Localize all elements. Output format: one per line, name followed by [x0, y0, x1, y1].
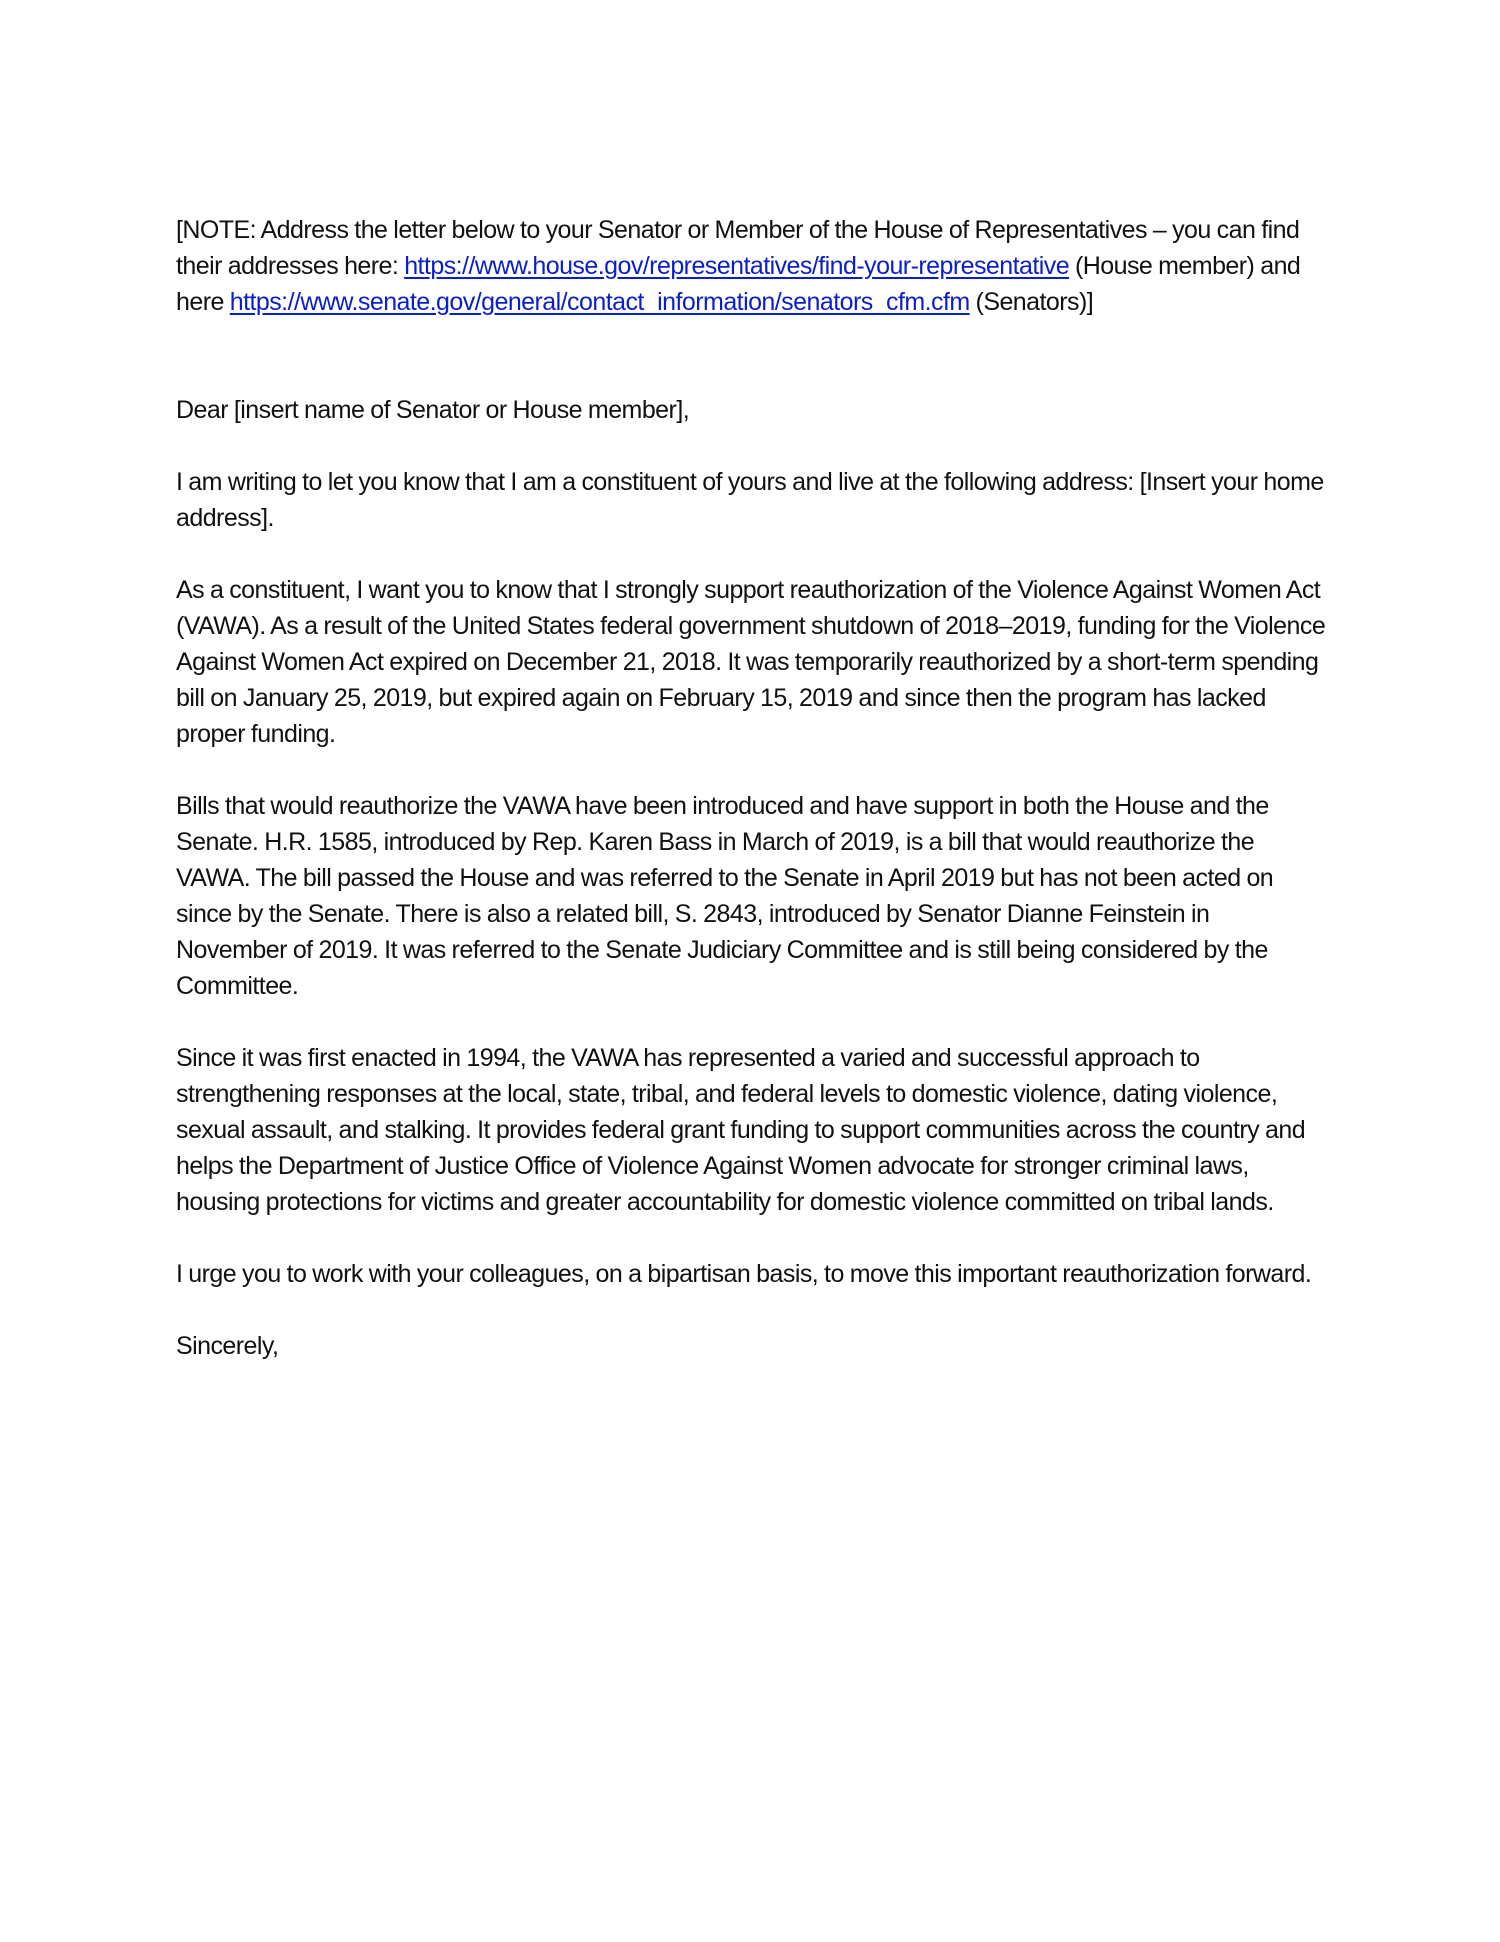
- note-senate-suffix: (Senators)]: [969, 288, 1094, 316]
- note-house-suffix: (House member) and here: [176, 252, 1301, 316]
- paragraph-support-reauthorization: As a constituent, I want you to know that I strongly support reauthorization of the Violence Against Women Act (VAWA). As a result of the United States federal government shutdown of 2018–2019, funding for the Violence Against Women Act expired on December 21, 2018. It was temporarily reauthorized by a short-term spending bill on January 25, 2019, but expired again on February 15, 2019 and since then the program has lacked proper funding.: [176, 576, 1326, 748]
- letter-page: [176, 212, 1326, 1400]
- paragraph-vawa-history: Since it was first enacted in 1994, the VAWA has represented a varied and successful approach to strengthening responses at the local, state, tribal, and federal levels to domestic violence, dating violence, sexual assault, and stalking. It provides federal grant funding to support communities across the country and helps the Department of Justice Office of Violence Against Women advocate for stronger criminal laws, housing protections for victims and greater accountability for domestic violence committed on tribal lands.: [176, 1044, 1306, 1216]
- closing: Sincerely,: [176, 1332, 279, 1360]
- house-find-representative-link[interactable]: https://www.house.gov/representatives/find-your-representative: [404, 252, 1070, 280]
- senate-contact-information-link[interactable]: https://www.senate.gov/general/contact_information/senators_cfm.cfm: [229, 288, 970, 316]
- note-prefix: [NOTE: Address the letter below to your Senator or Member of the House of Representatives – you can find their addresses here:: [176, 216, 1300, 280]
- address-note: [176, 212, 1326, 320]
- paragraph-constituent-address: I am writing to let you know that I am a constituent of yours and live at the following address: [Insert your home address].: [176, 468, 1324, 532]
- paragraph-pending-bills: Bills that would reauthorize the VAWA have been introduced and have support in both the House and the Senate. H.R. 1585, introduced by Rep. Karen Bass in March of 2019, is a bill that would reauthorize the VAWA. The bill passed the House and was referred to the Senate in April 2019 but has not been acted on since by the Senate. There is also a related bill, S. 2843, introduced by Senator Dianne Feinstein in November of 2019. It was referred to the Senate Judiciary Committee and is still being considered by the Committee.: [176, 792, 1274, 1000]
- paragraph-call-to-action: I urge you to work with your colleagues, on a bipartisan basis, to move this important reauthorization forward.: [176, 1260, 1312, 1288]
- salutation: Dear [insert name of Senator or House member],: [176, 396, 690, 424]
